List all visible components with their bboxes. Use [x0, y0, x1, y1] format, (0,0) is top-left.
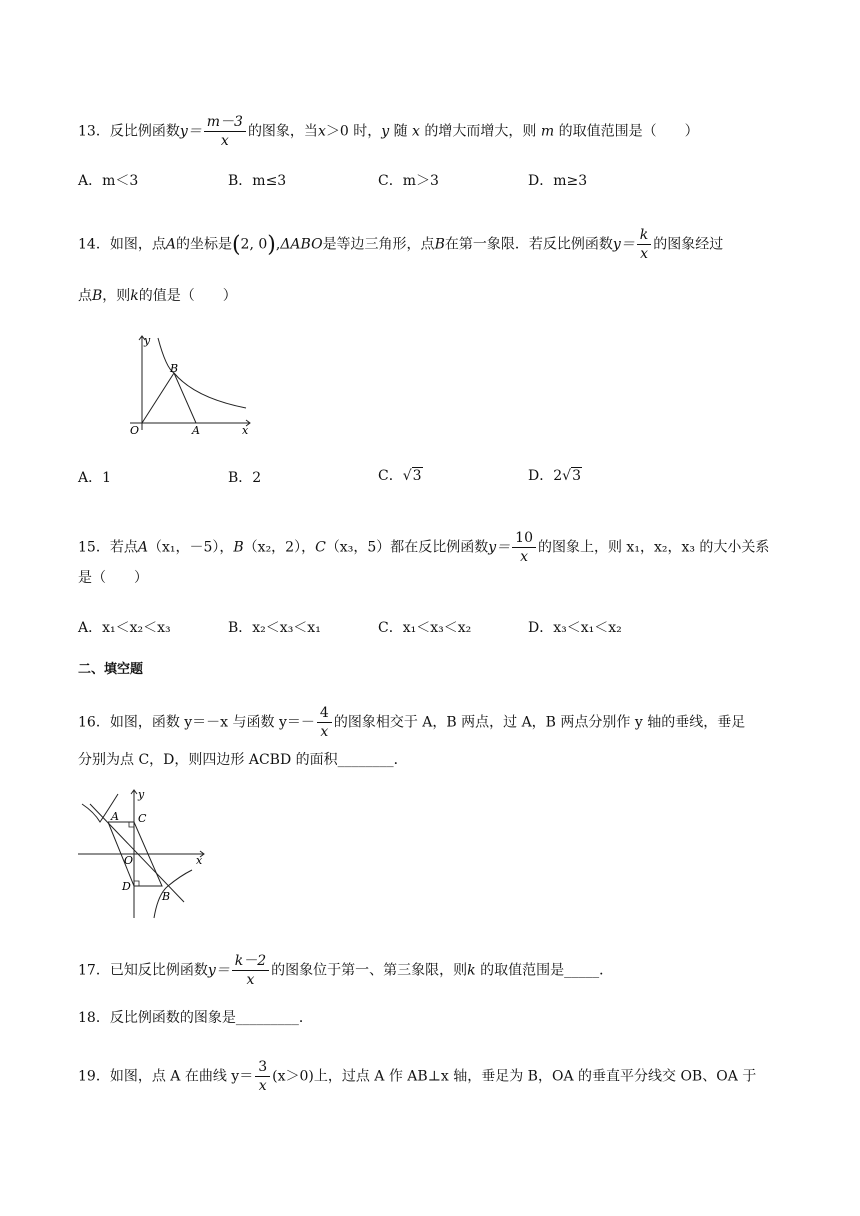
q15-option-a: A．x₁＜x₂＜x₃ [78, 620, 171, 636]
q17-y: y＝ [207, 962, 230, 979]
q14-sqrt-c: √3 [402, 468, 422, 484]
q15-frac-den: x [520, 549, 529, 565]
q14-text-5: 的图象经过 [653, 236, 724, 253]
q17-var-k: k [467, 962, 476, 979]
q14-l2-end: 的值是（ ） [138, 288, 237, 304]
q14-label-x: x [242, 424, 249, 437]
q15-point-b: B [233, 539, 244, 556]
q13-option-c: C．m＞3 [378, 173, 439, 189]
q14-label-o: O [130, 424, 140, 437]
q14-label-a: A [192, 424, 200, 437]
q13-text-4: 的增大而增大，则 [419, 123, 541, 140]
q14-sqrt-d: √3 [562, 468, 581, 484]
q15-option-b: B．x₂＜x₃＜x₁ [228, 620, 321, 636]
q16-label-c: C [138, 812, 147, 825]
q19-frac-den: x [258, 1078, 267, 1094]
q15-fraction [512, 529, 536, 566]
q14-label-y: y [144, 334, 151, 347]
q19-text-2: (x＞0)上，过点 A 作 AB⊥x 轴，垂足为 B，OA 的垂直平分线交 OB、OA 于 [272, 1068, 757, 1085]
q14-l2-mid: ，则 [102, 288, 131, 304]
q14-point-b: B [434, 236, 445, 253]
q14-triangle: ΔABO [280, 236, 323, 253]
q16-label-b: B [162, 890, 171, 903]
q19-number: 19． [78, 1068, 110, 1085]
q14-text-2: 的坐标是 [175, 236, 232, 253]
q14-number: 14． [78, 236, 110, 253]
q16-line-y-neg-x [90, 804, 184, 902]
q13-y: y＝ [179, 123, 202, 140]
q13-var-m: m [540, 123, 555, 140]
q14-label-b: B [170, 362, 179, 375]
q14-stem: 14．如图，点A的坐标是(2, 0),ΔABO是等边三角形，点B在第一象限．若反比例函数y＝ $\frac{k}{x}$ 的图象经过 [78, 227, 724, 262]
q14-triangle-lines [142, 373, 196, 423]
q17-text-3: 的取值范围是_____． [475, 962, 614, 979]
q14-option-c [378, 466, 423, 486]
q14-fraction [637, 226, 651, 263]
q15-coord-b: （x₂，2）， [243, 539, 316, 556]
q15-stem-line2: 是（ ） [78, 570, 148, 586]
q17-stem [78, 952, 613, 989]
q15-text: 若点 [109, 539, 138, 556]
q14-option-a: A．1 [78, 470, 112, 486]
q16-stem [78, 704, 745, 741]
q16-text-2: 的图象相交于 A，B 两点，过 A，B 两点分别作 y 轴的垂线，垂足 [333, 714, 746, 731]
q13-option-b: B．m≤3 [228, 173, 287, 189]
q14-text-3: 是等边三角形，点 [322, 236, 435, 253]
q15-coord-c: （x₃，5）都在反比例函数 [325, 539, 489, 556]
q13-text-2: 的图象，当 [247, 123, 318, 140]
q14-option-d [528, 466, 582, 486]
q19-stem [78, 1058, 756, 1095]
q15-frac-num: 10 [512, 529, 536, 548]
q16-label-a: A [111, 810, 119, 823]
q13-stem [78, 113, 699, 150]
q17-text-2: 的图象位于第一、第三象限，则 [271, 962, 468, 979]
q14-sqrt-d-radicand: 3 [572, 468, 581, 484]
q14-text: 如图，点 [109, 236, 166, 253]
q13-var-x2: x [412, 123, 420, 140]
q15-option-c: C．x₁＜x₃＜x₂ [378, 620, 472, 636]
q14-figure [120, 330, 260, 442]
q17-frac-num: k－2 [232, 952, 269, 971]
q14-option-d-coef: 2 [553, 468, 563, 484]
q13-frac-den: x [220, 133, 229, 149]
q16-right-angle-d [134, 881, 139, 886]
q16-frac-num: 4 [317, 704, 332, 723]
q15-coord-a: （x₁，－5）， [147, 539, 234, 556]
q17-number: 17． [78, 962, 110, 979]
q15-text-2: 的图象上，则 x₁，x₂，x₃ 的大小关系 [537, 539, 770, 556]
q16-right-angle-c [129, 822, 134, 827]
q16-number: 16． [78, 714, 110, 731]
q14-coord: 2, 0 [240, 236, 268, 253]
q13-cond: ＞0 时， [325, 123, 382, 140]
q16-text: 如图，函数 y＝－x 与函数 y＝－ [109, 714, 315, 731]
q16-fraction [317, 704, 332, 741]
q14-text-4: 在第一象限．若反比例函数 [444, 236, 613, 253]
q14-frac-num: k [637, 226, 651, 245]
q19-text: 如图，点 A 在曲线 y＝ [109, 1068, 254, 1085]
q15-point-a: A [137, 539, 148, 556]
q18-stem: 18．反比例函数的图象是_________． [78, 1010, 313, 1026]
q19-fraction [255, 1058, 270, 1095]
q13-var-y: y [381, 123, 390, 140]
q13-frac-num: m－3 [204, 113, 246, 132]
q13-text-3: 随 [389, 123, 413, 140]
q16-label-o: O [124, 854, 134, 867]
q17-frac-den: x [246, 972, 255, 988]
q16-stem-line2: 分别为点 C，D，则四边形 ACBD 的面积________． [78, 752, 408, 768]
q14-l2-b: B [92, 288, 103, 304]
q14-sqrt-c-radicand: 3 [412, 468, 422, 484]
q13-option-d: D．m≥3 [528, 173, 588, 189]
q14-paren-close: ) [267, 232, 276, 258]
q16-figure [76, 786, 211, 921]
q13-text: 反比例函数 [109, 123, 180, 140]
q15-y: y＝ [488, 539, 511, 556]
q14-l2-k: k [130, 288, 139, 304]
q14-option-c-label: C． [378, 468, 403, 484]
q14-l2-text: 点 [78, 288, 92, 304]
q14-point-a: A [165, 236, 176, 253]
q16-label-d: D [122, 880, 131, 893]
q14-option-d-label: D． [528, 468, 554, 484]
q14-y: y＝ [612, 236, 635, 253]
q14-option-b: B．2 [228, 470, 262, 486]
q15-point-c: C [315, 539, 326, 556]
q17-text: 已知反比例函数 [109, 962, 208, 979]
section-heading: 二、填空题 [78, 662, 144, 677]
q14-stem-line2 [78, 286, 237, 306]
q13-fraction [204, 113, 246, 150]
q17-fraction [232, 952, 269, 989]
q14-frac-den: x [640, 246, 648, 262]
q15-number: 15． [78, 539, 110, 556]
q13-text-end: 的取值范围是（ ） [554, 123, 699, 140]
q16-label-x: x [196, 854, 203, 867]
q13-option-a: A．m＜3 [78, 173, 139, 189]
q15-option-d: D．x₃＜x₁＜x₂ [528, 620, 622, 636]
q15-stem [78, 529, 769, 566]
q13-number: 13． [78, 123, 110, 140]
q14-paren-open: ( [231, 232, 241, 258]
q13-var-x: x [317, 123, 326, 140]
q16-label-y: y [138, 788, 145, 801]
q16-frac-den: x [320, 724, 329, 740]
q19-frac-num: 3 [255, 1058, 270, 1077]
